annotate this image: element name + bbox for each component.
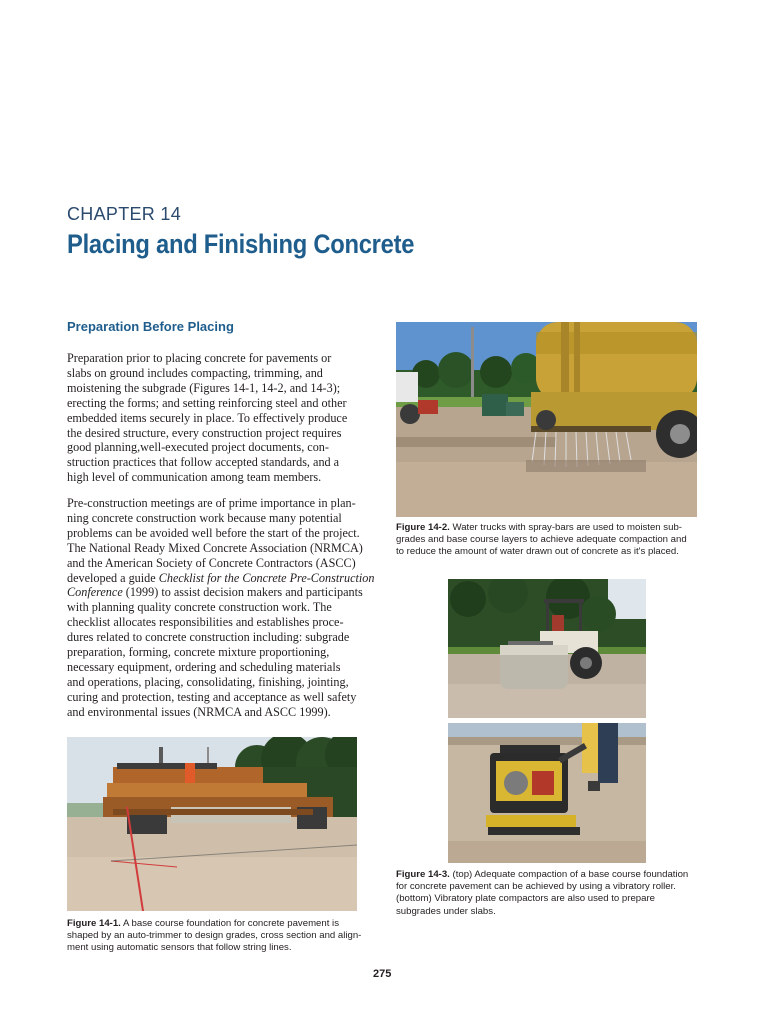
plate-compactor-photo (448, 723, 646, 863)
water-truck-photo (396, 322, 697, 517)
caption-line: for concrete pavement can be achieved by using a vibratory roller. (396, 881, 676, 893)
caption-line (67, 918, 367, 930)
text-line: struction practices that follow accepted standards, and a (67, 455, 340, 470)
text-line: preparation, forming, concrete mixture proportioning, (67, 645, 330, 660)
body-paragraph-2 (67, 496, 375, 720)
text-line: Preparation prior to placing concrete for pavements or (67, 351, 332, 365)
caption-text: A base course foundation for concrete pavement is (120, 918, 339, 929)
text-line: Pre-construction meetings are of prime importance in plan- (67, 496, 356, 510)
caption-line: grades and base course layers to achieve adequate compaction and (396, 534, 687, 546)
text-line-with-citation (67, 570, 375, 586)
text-line: moistening the subgrade (Figures 14-1, 14-2, and 14-3); (67, 380, 341, 395)
text-line: embedded items securely in place. To effectively produce (67, 410, 348, 425)
section-heading: Preparation Before Placing (67, 319, 234, 334)
figure-label: Figure 14-3. (396, 869, 450, 880)
text-line: and environmental issues (NRMCA and ASCC 1999). (67, 704, 331, 719)
figure-14-3-caption (396, 869, 696, 918)
vibratory-roller-photo (448, 579, 646, 718)
caption-line: ment using automatic sensors that follow string lines. (67, 942, 292, 954)
caption-line (396, 522, 696, 534)
caption-text: (top) Adequate compaction of a base course foundation (449, 869, 689, 880)
caption-line (396, 869, 696, 881)
chapter-label: CHAPTER 14 (67, 204, 182, 224)
text-line: necessary equipment, ordering and scheduling materials (67, 659, 341, 674)
figure-14-1-caption (67, 918, 367, 955)
text-line: and operations, placing, consolidating, finishing, jointing, (67, 674, 349, 689)
text-line: high level of communication among team members. (67, 470, 322, 485)
text-line-with-citation (67, 585, 372, 600)
text-run: (1999) to assist decision makers and participants (125, 585, 363, 600)
text-line: dures related to concrete construction including: subgrade (67, 630, 350, 645)
text-line: checklist allocates responsibilities and establishes proce- (67, 615, 344, 630)
caption-line: (bottom) Vibratory plate compactors are also used to prepare (396, 893, 655, 905)
auto-trimmer-photo (67, 737, 357, 911)
caption-line: to reduce the amount of water drawn out of concrete as it's placed. (396, 546, 679, 558)
text-line: and the American Society of Concrete Contractors (ASCC) (67, 555, 356, 570)
figure-label: Figure 14-2. (396, 522, 450, 533)
caption-text: Water trucks with spray-bars are used to moisten sub- (449, 522, 682, 533)
text-line: good planning,well-executed project documents, con- (67, 440, 329, 455)
guide-title-italic: Conference (67, 585, 123, 600)
text-line: problems can be avoided well before the start of the project. (67, 525, 360, 540)
caption-line: shaped by an auto-trimmer to design grades, cross section and align- (67, 930, 362, 942)
guide-title-italic: Checklist for the Concrete Pre-Construction (158, 570, 375, 585)
text-line: with planning quality concrete construction work. The (67, 600, 332, 615)
text-line: slabs on ground includes compacting, trimming, and (67, 365, 323, 380)
chapter-title: Placing and Finishing Concrete (67, 229, 415, 259)
caption-line: subgrades under slabs. (396, 905, 496, 917)
text-line: erecting the forms; and setting reinforcing steel and other (67, 395, 347, 410)
page-number: 275 (373, 968, 392, 980)
text-line: The National Ready Mixed Concrete Association (NRMCA) (67, 540, 363, 555)
text-line: ning concrete construction work because many potential (67, 510, 342, 525)
figure-label: Figure 14-1. (67, 918, 121, 929)
text-line: the desired structure, every construction project requires (67, 425, 342, 440)
body-paragraph-1 (67, 351, 372, 485)
text-line: curing and protection, testing and acceptance as well safety (67, 689, 357, 704)
figure-14-2-caption (396, 522, 696, 559)
text-run: developed a guide (67, 570, 159, 585)
